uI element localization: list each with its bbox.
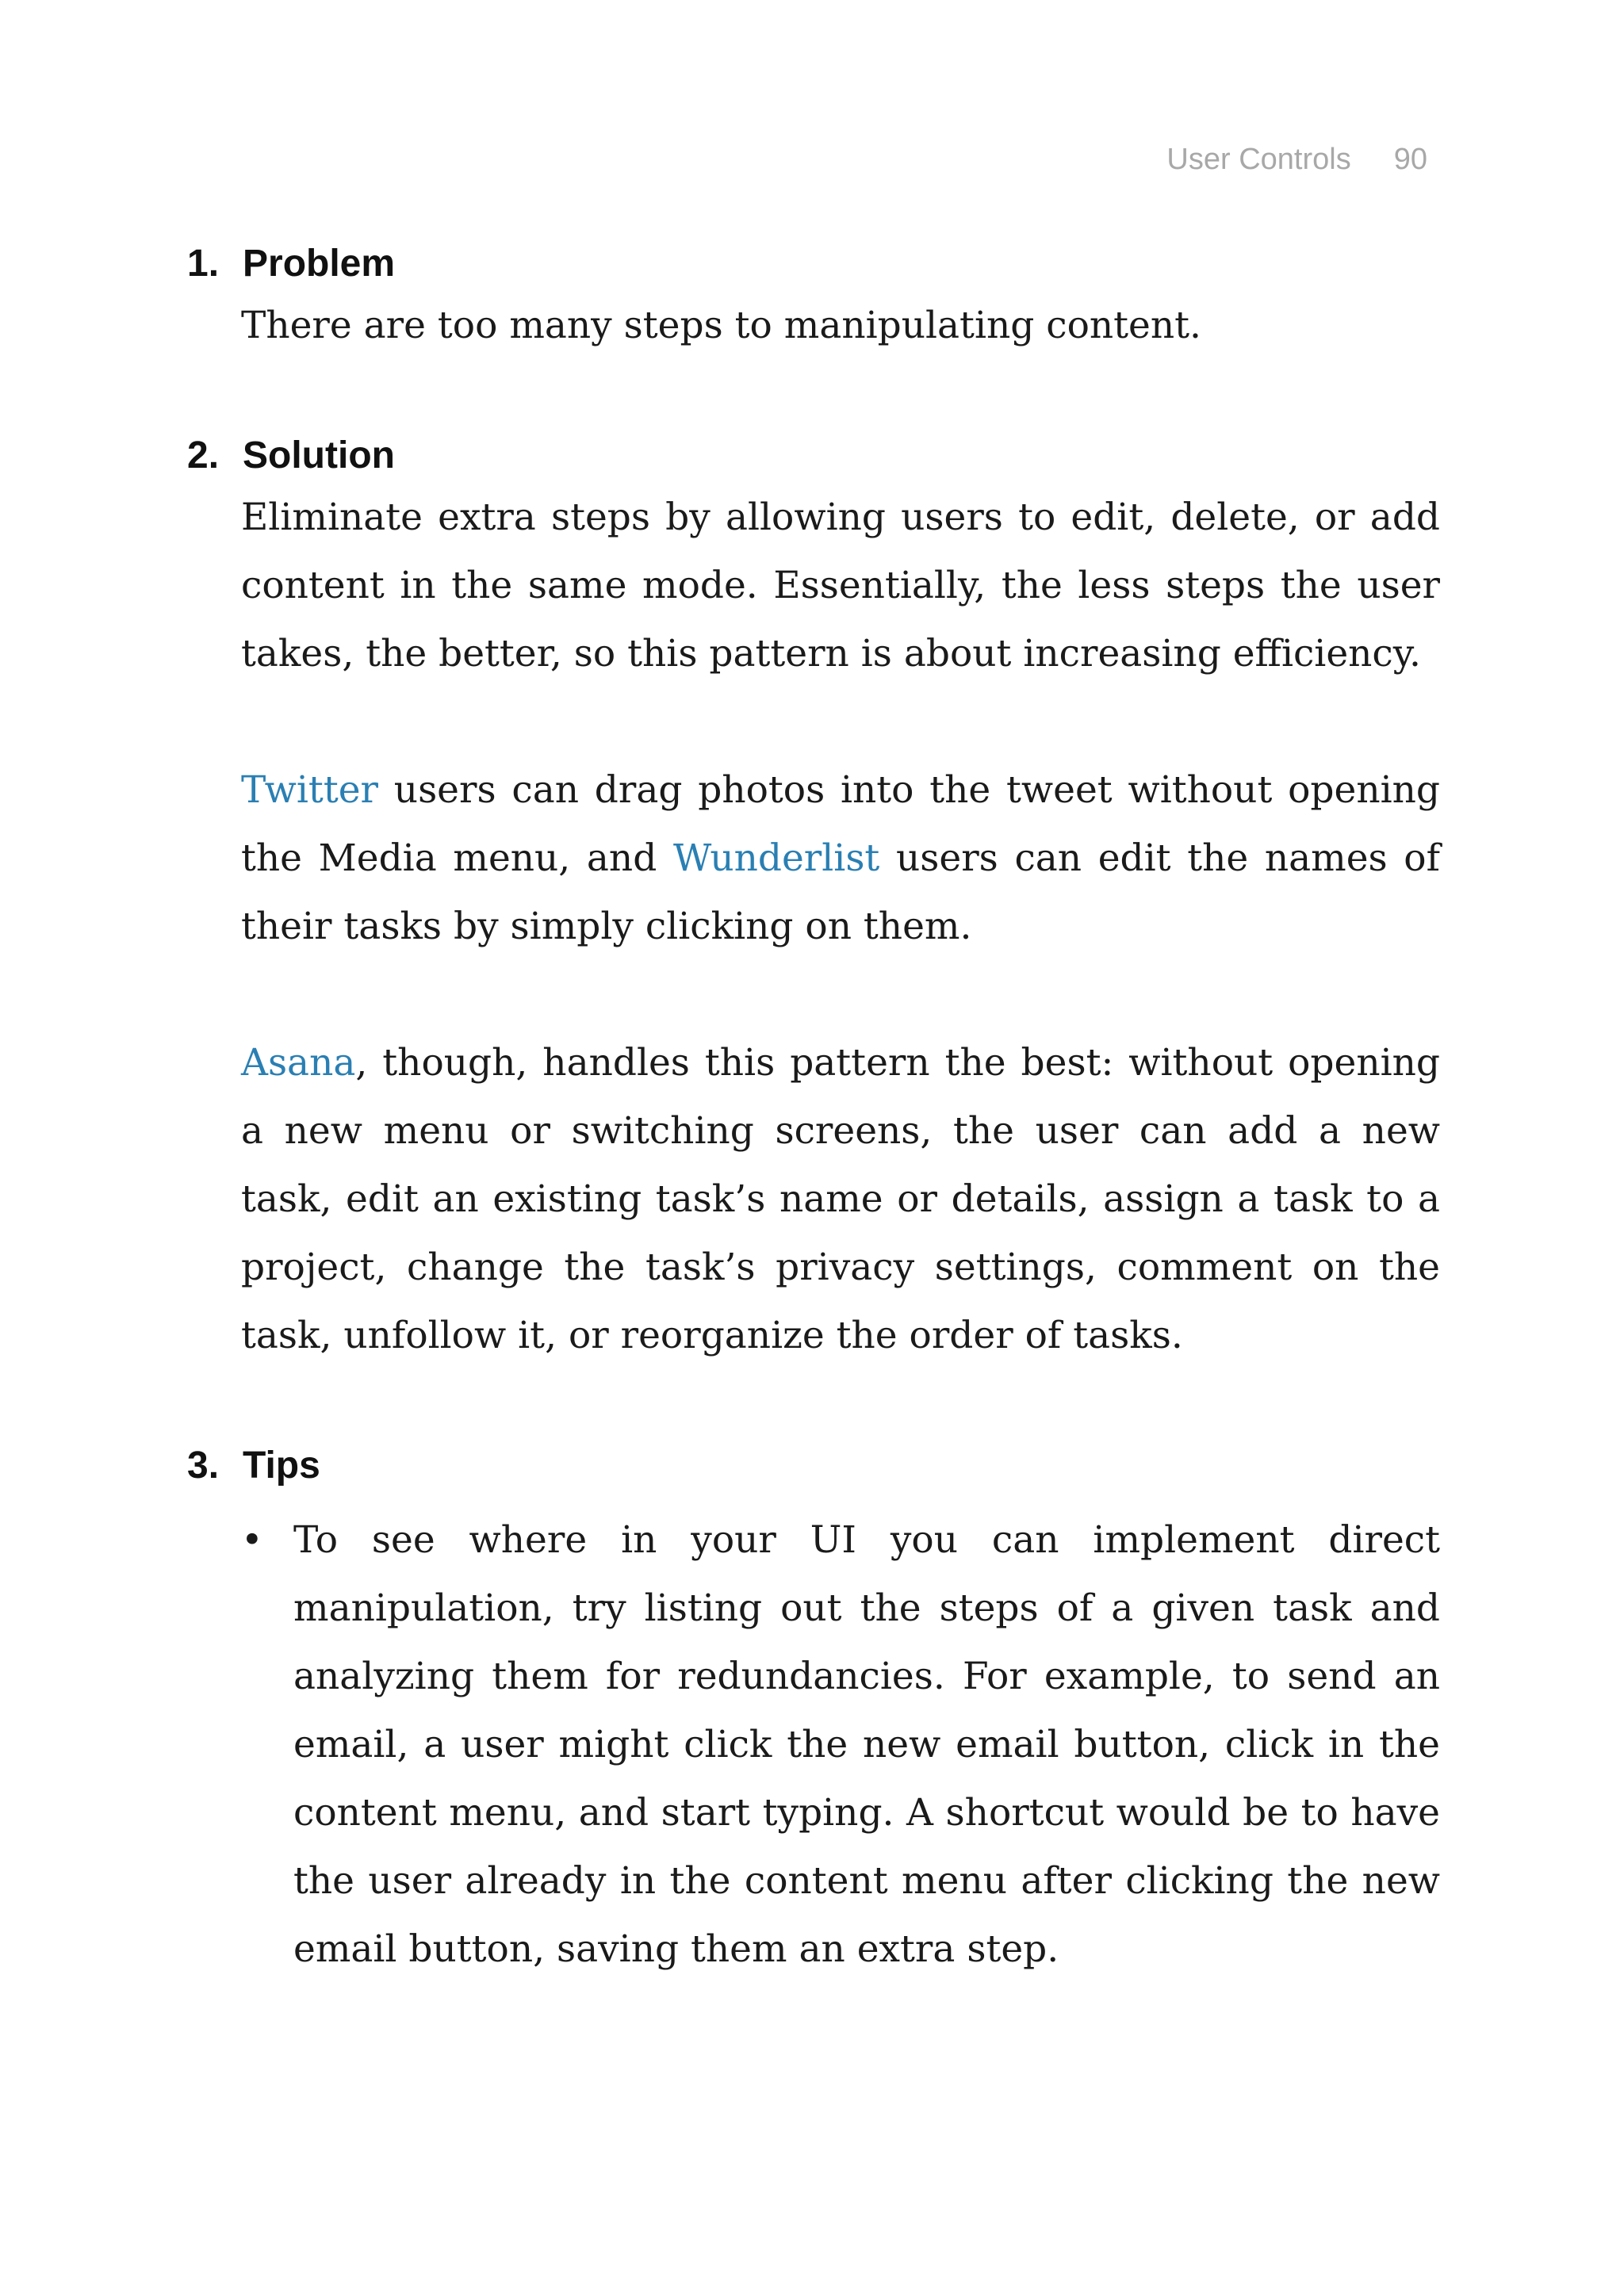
page-number: 90 bbox=[1393, 143, 1427, 176]
paragraph-2-text-2: users can edit the names of their tasks by simply clicking on them. bbox=[241, 836, 1440, 948]
solution-body bbox=[241, 484, 1440, 1370]
problem-title: Problem bbox=[243, 243, 396, 285]
solution-heading bbox=[187, 428, 1440, 484]
problem-text: There are too many steps to manipulating content. bbox=[241, 304, 1201, 347]
tip-text: To see where in your UI you can implement direct manipulation, try listing out the steps of a given task and analyzing them for redundancies. For example, to send an email, a user might click the new email button, click in the content menu, and start typing. A shortcut would be to have the user already in the content menu after clicking the new email button, saving them an extra step. bbox=[293, 1518, 1440, 1971]
paragraph-gap bbox=[241, 961, 1440, 1029]
solution-paragraph-3 bbox=[241, 1029, 1440, 1370]
solution-title: Solution bbox=[243, 434, 395, 476]
tips-section bbox=[187, 1438, 1440, 1984]
section-gap bbox=[187, 1370, 1440, 1438]
tips-title: Tips bbox=[243, 1445, 320, 1487]
asana-link[interactable]: Asana bbox=[241, 1041, 356, 1085]
tip-item bbox=[241, 1506, 1440, 1984]
solution-paragraph-1: Eliminate extra steps by allowing users to edit, delete, or add content in the same mode. Essentially, the less steps the user takes, the better, so this pattern is about increasing efficiency. bbox=[241, 496, 1440, 675]
paragraph-2-text-1: users can drag photos into the tweet without opening the Media menu, and bbox=[241, 768, 1440, 880]
paragraph-3-text: , though, handles this pattern the best: without opening a new menu or switching screens, the user can add a new task, edit an existing task’s name or details, assign a task to a project, change the task’s privacy settings, comment on the task, unfollow it, or reorganize the order of tasks. bbox=[241, 1041, 1440, 1357]
running-head bbox=[1166, 143, 1427, 177]
wunderlist-link[interactable]: Wunderlist bbox=[672, 836, 880, 880]
tips-list bbox=[241, 1506, 1440, 1984]
problem-number: 1. bbox=[187, 243, 220, 285]
paragraph-gap bbox=[241, 688, 1440, 756]
problem-section bbox=[187, 236, 1440, 360]
solution-number: 2. bbox=[187, 434, 220, 476]
problem-heading bbox=[187, 236, 1440, 292]
bullet-icon: • bbox=[241, 1518, 263, 1562]
solution-paragraph-2 bbox=[241, 756, 1440, 961]
problem-body bbox=[241, 292, 1440, 360]
tips-heading bbox=[187, 1438, 1440, 1494]
solution-section bbox=[187, 428, 1440, 1370]
tips-number: 3. bbox=[187, 1445, 220, 1487]
section-gap bbox=[187, 360, 1440, 428]
twitter-link[interactable]: Twitter bbox=[241, 768, 378, 812]
chapter-title: User Controls bbox=[1166, 143, 1351, 176]
page-content bbox=[187, 236, 1440, 1996]
